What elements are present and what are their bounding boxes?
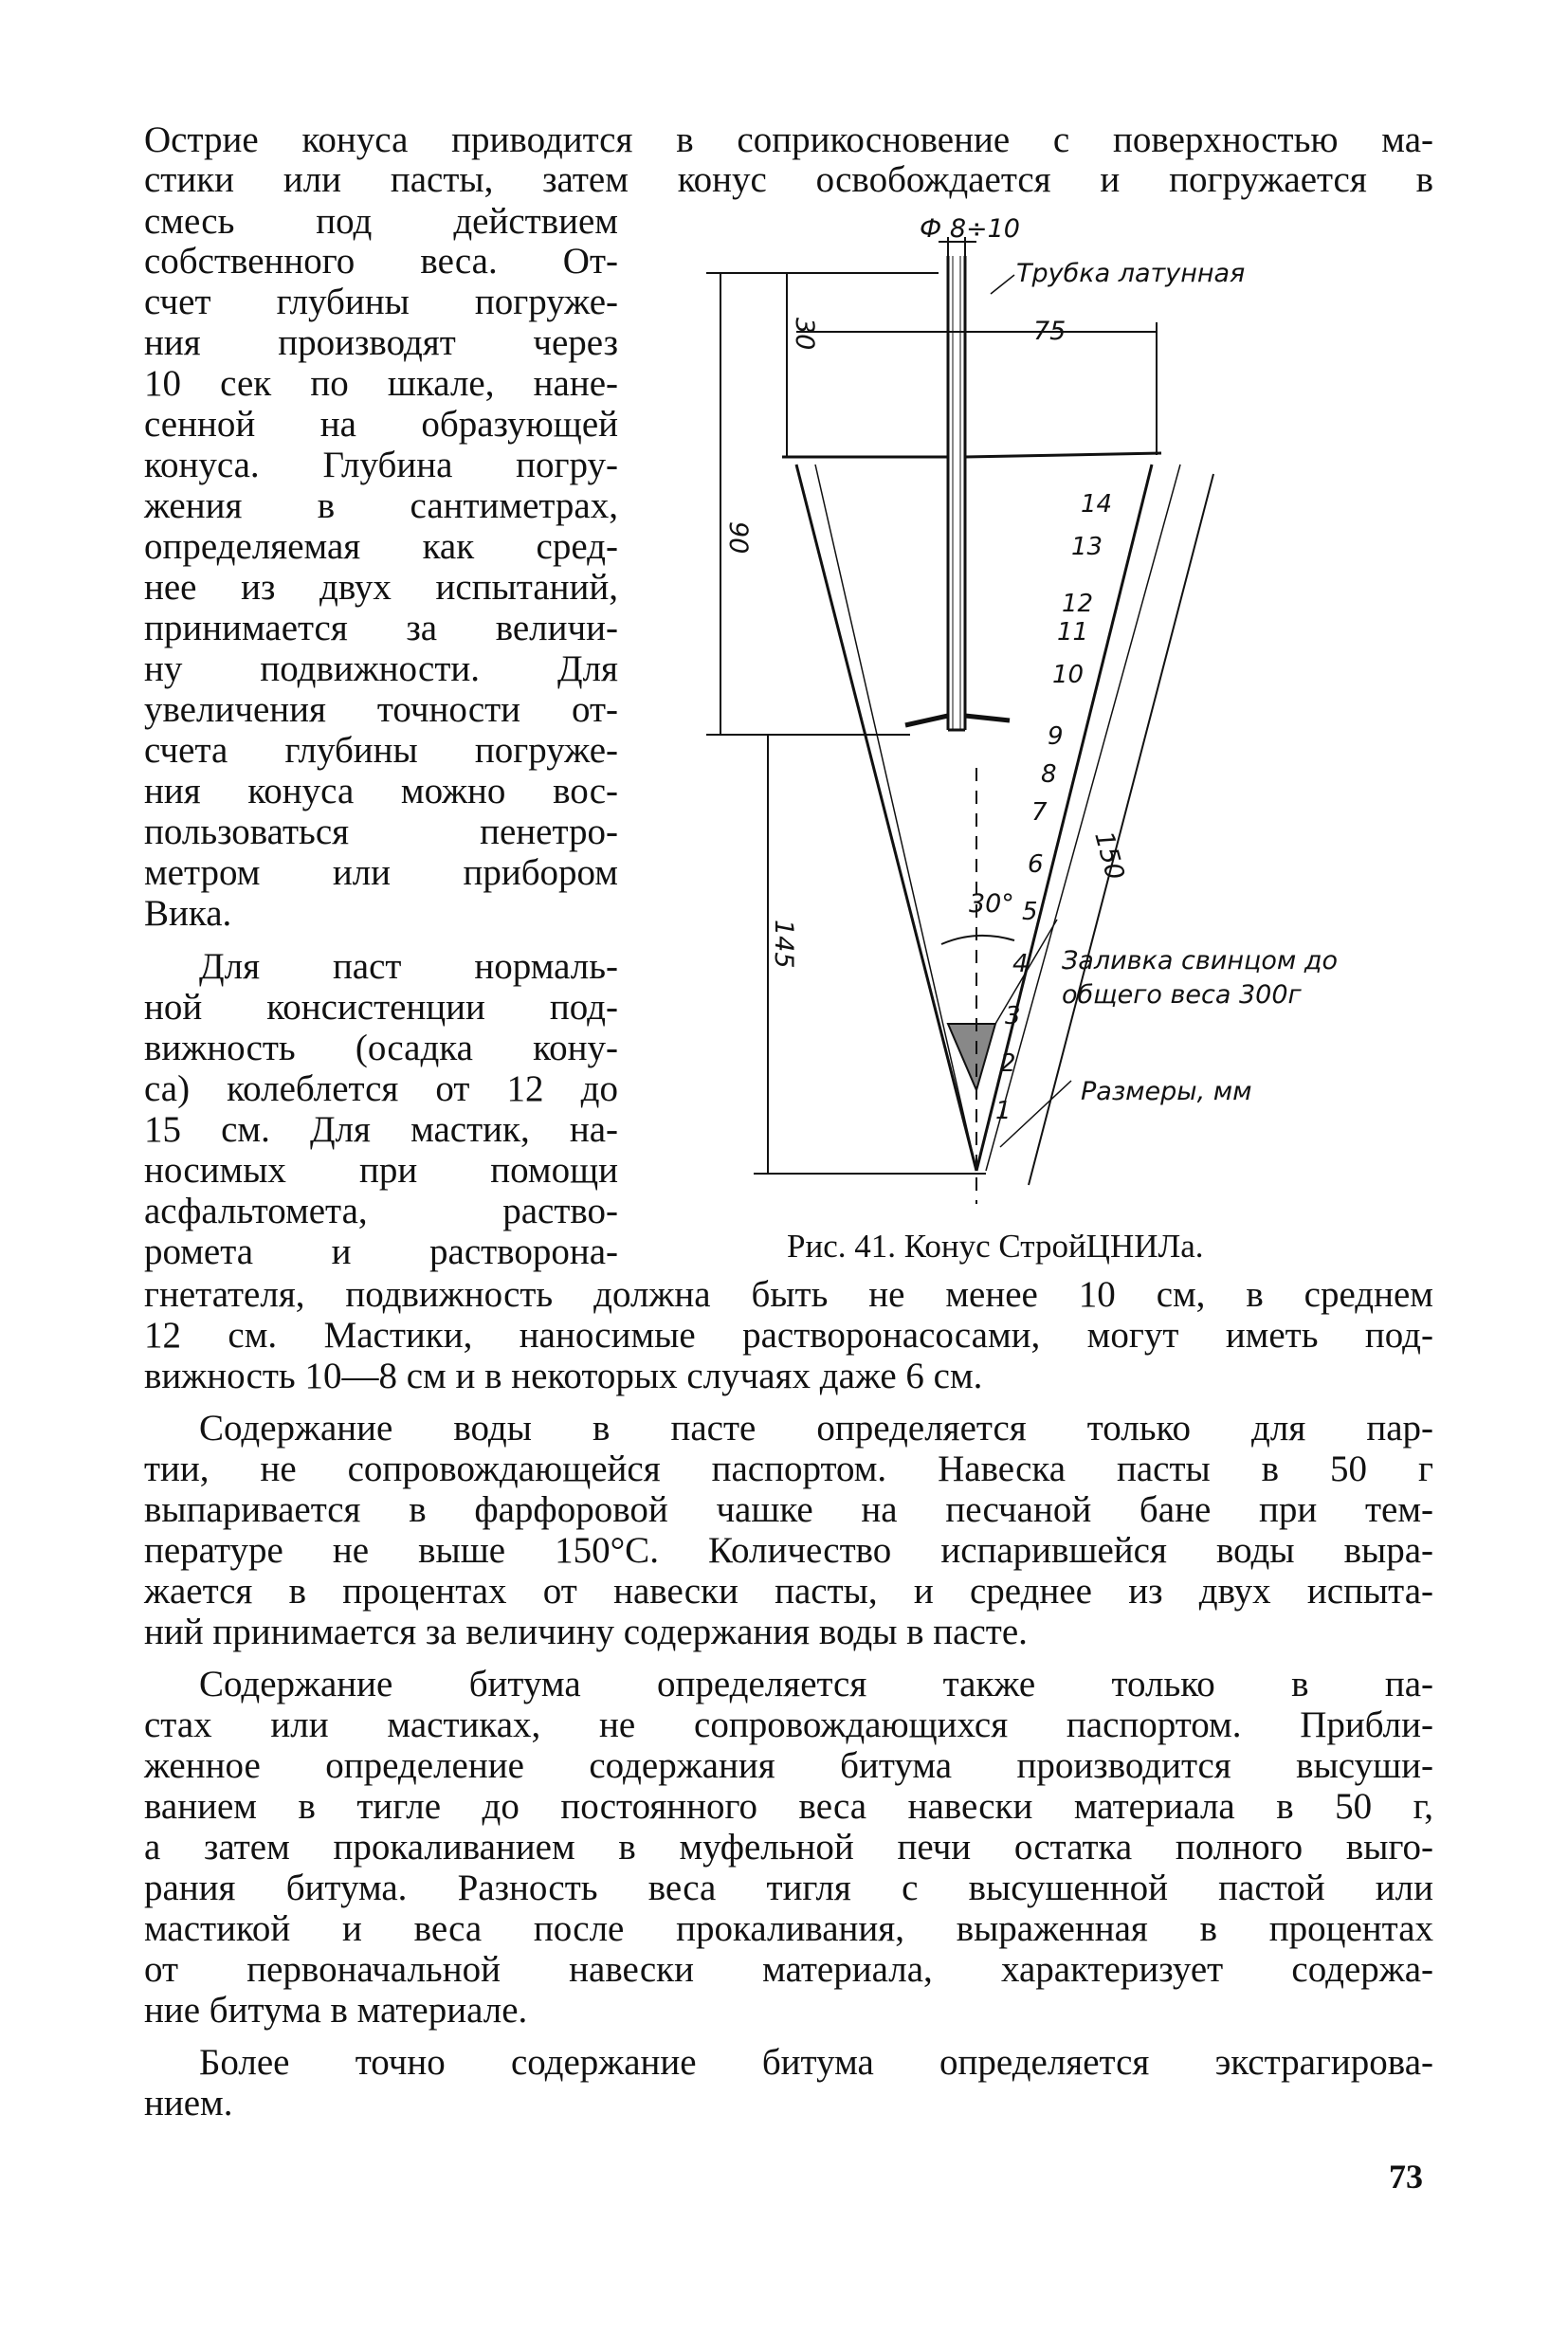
text-line: жения в сантиметрах, bbox=[144, 485, 618, 526]
text-line: стики или пасты, затем конус освобождается и погружается в bbox=[144, 159, 1433, 200]
scale-mark: 5 bbox=[1022, 898, 1038, 926]
scale-mark: 8 bbox=[1041, 760, 1057, 789]
text-line: ну подвижности. Для bbox=[144, 648, 618, 689]
dimension-90-label: 90 bbox=[723, 521, 753, 555]
text-line: нием. bbox=[144, 2083, 233, 2123]
text-line: женное определение содержания битума производится высуши- bbox=[144, 1745, 1433, 1786]
scale-mark: 14 bbox=[1081, 490, 1113, 519]
text-line: Для паст нормаль- bbox=[199, 946, 618, 987]
text-line: тии, не сопровождающейся паспортом. Навеска пасты в 50 г bbox=[144, 1449, 1433, 1489]
text-line: ния производят через bbox=[144, 322, 618, 363]
scale-mark: 6 bbox=[1028, 850, 1044, 879]
text-line: Содержание битума определяется также только в па- bbox=[199, 1664, 1433, 1704]
scale-mark: 9 bbox=[1048, 722, 1064, 751]
text-line: 12 см. Мастики, наносимые растворонасосами, могут иметь под- bbox=[144, 1315, 1433, 1356]
text-line: пературе не выше 150°С. Количество испарившейся воды выра- bbox=[144, 1530, 1433, 1571]
text-line: ной консистенции под- bbox=[144, 987, 618, 1028]
diameter-label: Ф 8÷10 bbox=[920, 214, 1020, 244]
text-line: мастикой и веса после прокаливания, выраженная в процентах bbox=[144, 1908, 1433, 1949]
lead-fill-label-line2: общего веса 300г bbox=[1062, 980, 1302, 1010]
dimension-30-label: 30 bbox=[790, 318, 819, 351]
text-line: жается в процентах от навески пасты, и среднее из двух испыта- bbox=[144, 1571, 1433, 1612]
figure-caption: Рис. 41. Конус СтройЦНИЛа. bbox=[787, 1228, 1204, 1265]
text-line: асфальтомета, раство- bbox=[144, 1191, 618, 1231]
text-line: собственного веса. От- bbox=[144, 241, 618, 282]
text-line: смесь под действием bbox=[144, 201, 618, 242]
scale-mark: 10 bbox=[1052, 661, 1085, 689]
scale-mark: 7 bbox=[1031, 798, 1048, 827]
scale-mark: 1 bbox=[995, 1097, 1012, 1125]
text-line: конуса. Глубина погру- bbox=[144, 445, 618, 485]
text-line: рания битума. Разность веса тигля с высушенной пастой или bbox=[144, 1868, 1433, 1908]
units-label: Размеры, мм bbox=[1081, 1077, 1252, 1106]
text-line: стах или мастиках, не сопровождающихся паспортом. Прибли- bbox=[144, 1704, 1433, 1745]
text-line: вижность 10—8 см и в некоторых случаях даже 6 см. bbox=[144, 1356, 983, 1396]
text-line: пользоваться пенетро- bbox=[144, 811, 618, 852]
cone-rim-right bbox=[965, 453, 1161, 457]
tube-label: Трубка латунная bbox=[1016, 259, 1246, 288]
text-line: Содержание воды в пасте определяется только для пар- bbox=[199, 1408, 1433, 1449]
text-line: нее из двух испытаний, bbox=[144, 567, 618, 608]
scale-mark: 12 bbox=[1062, 590, 1094, 618]
scale-mark: 13 bbox=[1071, 533, 1103, 561]
dimension-150-label: 150 bbox=[1088, 828, 1130, 884]
text-line: выпаривается в фарфоровой чашке на песчаной бане при тем- bbox=[144, 1489, 1433, 1530]
text-line: увеличения точности от- bbox=[144, 689, 618, 730]
text-line: сенной на образующей bbox=[144, 404, 618, 445]
angle-label: 30° bbox=[969, 889, 1014, 919]
text-line: са) колеблется от 12 до bbox=[144, 1068, 618, 1109]
text-line: принимается за величи- bbox=[144, 608, 618, 648]
text-line: Вика. bbox=[144, 893, 232, 934]
text-line: метром или прибором bbox=[144, 852, 618, 893]
text-line: 10 сек по шкале, нане- bbox=[144, 363, 618, 404]
text-line: ванием в тигле до постоянного веса навески материала в 50 г, bbox=[144, 1786, 1433, 1827]
text-line: счета глубины погруже- bbox=[144, 730, 618, 771]
lead-fill-label-line1: Заливка свинцом до bbox=[1062, 946, 1339, 975]
text-line: вижность (осадка кону- bbox=[144, 1028, 618, 1068]
text-line: определяемая как сред- bbox=[144, 526, 618, 567]
text-line: Острие конуса приводится в соприкосновение с поверхностью ма- bbox=[144, 119, 1433, 160]
text-line: носимых при помощи bbox=[144, 1150, 618, 1191]
scale-mark: 11 bbox=[1057, 618, 1089, 647]
dimension-145-label: 145 bbox=[769, 920, 798, 969]
text-line: от первоначальной навески материала, характеризует содержа- bbox=[144, 1949, 1433, 1990]
text-line: а затем прокаливанием в муфельной печи остатка полного выго- bbox=[144, 1827, 1433, 1868]
text-line: 15 см. Для мастик, на- bbox=[144, 1109, 618, 1150]
scale-mark: 2 bbox=[1000, 1049, 1016, 1078]
dimension-75-label: 75 bbox=[1033, 317, 1067, 346]
page-number: 73 bbox=[1389, 2158, 1423, 2196]
text-line: ний принимается за величину содержания воды в пасте. bbox=[144, 1612, 1028, 1652]
text-line: ния конуса можно вос- bbox=[144, 771, 618, 811]
text-line: ние битума в материале. bbox=[144, 1990, 528, 2031]
text-line: счет глубины погруже- bbox=[144, 282, 618, 322]
text-line: ромета и растворона- bbox=[144, 1231, 618, 1272]
text-line: гнетателя, подвижность должна быть не менее 10 см, в среднем bbox=[144, 1274, 1433, 1315]
cone-figure bbox=[664, 214, 1441, 1213]
text-line: Более точно содержание битума определяется экстрагирова- bbox=[199, 2042, 1433, 2083]
scale-mark: 3 bbox=[1005, 1002, 1021, 1030]
scale-mark: 4 bbox=[1012, 950, 1029, 978]
